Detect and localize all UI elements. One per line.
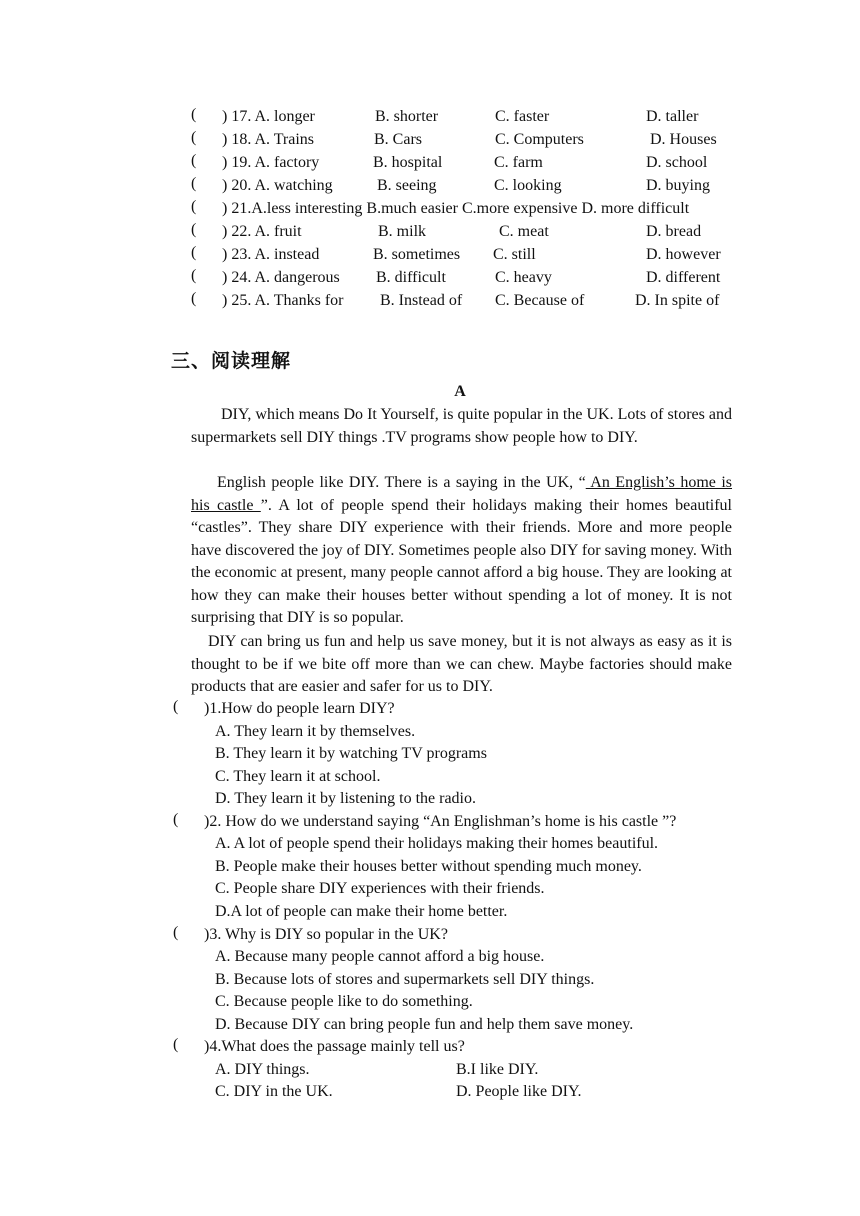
answer-bracket[interactable]: ( xyxy=(173,698,179,715)
cloze-item-21: ) 21.A.less interesting B.much easier C.more expensive D. more difficult xyxy=(222,200,690,217)
question-4-option-d: D. People like DIY. xyxy=(456,1083,582,1100)
cloze-item-25-b: B. Instead of xyxy=(380,292,463,309)
cloze-item-20-d: D. buying xyxy=(646,177,710,194)
cloze-item-19-a: ) 19. A. factory xyxy=(222,154,320,171)
cloze-item-17-d: D. taller xyxy=(646,108,699,125)
cloze-item-20-b: B. seeing xyxy=(377,177,437,194)
cloze-item-23-c: C. still xyxy=(493,246,536,263)
cloze-item-18-b: B. Cars xyxy=(374,131,422,148)
question-3-option-b: B. Because lots of stores and supermarkets sell DIY things. xyxy=(215,971,595,988)
question-2-option-d: D.A lot of people can make their home better. xyxy=(215,903,508,920)
cloze-item-18-d: D. Houses xyxy=(650,131,717,148)
answer-bracket[interactable]: ( xyxy=(173,1036,179,1053)
answer-bracket[interactable]: ( xyxy=(191,129,197,146)
cloze-item-25-c: C. Because of xyxy=(495,292,585,309)
cloze-item-20-c: C. looking xyxy=(494,177,562,194)
cloze-item-17-c: C. faster xyxy=(495,108,550,125)
question-stem-4: )4.What does the passage mainly tell us? xyxy=(204,1038,465,1055)
question-3-option-d: D. Because DIY can bring people fun and help them save money. xyxy=(215,1016,634,1033)
cloze-item-19-b: B. hospital xyxy=(373,154,443,171)
cloze-item-22-a: ) 22. A. fruit xyxy=(222,223,302,240)
question-4-option-c: C. DIY in the UK. xyxy=(215,1083,333,1100)
cloze-item-25-d: D. In spite of xyxy=(635,292,720,309)
answer-bracket[interactable]: ( xyxy=(173,811,179,828)
cloze-item-24-b: B. difficult xyxy=(376,269,446,286)
answer-bracket[interactable]: ( xyxy=(173,924,179,941)
cloze-item-19-d: D. school xyxy=(646,154,708,171)
answer-bracket[interactable]: ( xyxy=(191,290,197,307)
question-stem-1: )1.How do people learn DIY? xyxy=(204,700,395,717)
cloze-item-23-b: B. sometimes xyxy=(373,246,461,263)
question-1-option-d: D. They learn it by listening to the radio. xyxy=(215,790,476,807)
answer-bracket[interactable]: ( xyxy=(191,175,197,192)
section-title: 三、阅读理解 xyxy=(171,350,292,372)
question-2-option-c: C. People share DIY experiences with their friends. xyxy=(215,880,545,897)
question-4-option-b: B.I like DIY. xyxy=(456,1061,539,1078)
answer-bracket[interactable]: ( xyxy=(191,152,197,169)
question-2-option-b: B. People make their houses better without spending much money. xyxy=(215,858,642,875)
answer-bracket[interactable]: ( xyxy=(191,244,197,261)
question-4-option-a: A. DIY things. xyxy=(215,1061,310,1078)
question-stem-2: )2. How do we understand saying “An Englishman’s home is his castle ”? xyxy=(204,813,677,830)
question-1-option-b: B. They learn it by watching TV programs xyxy=(215,745,487,762)
cloze-item-20-a: ) 20. A. watching xyxy=(222,177,333,194)
cloze-item-22-d: D. bread xyxy=(646,223,702,240)
passage-text: ”. A lot of people spend their holidays making their homes beautiful “castles”. They share DIY experience with their friends. More and more people have discovered the joy of DIY. Sometimes people also DIY for saving money. With the economic at present, many people cannot afford a big house. They are looking at how they can make their houses better without spending a lot of money. It is not surprising that DIY is so popular. xyxy=(191,496,733,626)
answer-bracket[interactable]: ( xyxy=(191,267,197,284)
question-2-option-a: A. A lot of people spend their holidays making their homes beautiful. xyxy=(215,835,659,852)
passage-paragraph-2 xyxy=(191,472,732,630)
underlined-saying: An English’s home is his castle xyxy=(191,474,733,514)
question-3-option-c: C. Because people like to do something. xyxy=(215,993,473,1010)
question-stem-3: )3. Why is DIY so popular in the UK? xyxy=(204,926,448,943)
cloze-item-23-d: D. however xyxy=(646,246,721,263)
answer-bracket[interactable]: ( xyxy=(191,221,197,238)
passage-text: English people like DIY. There is a saying in the UK, “ xyxy=(217,474,586,491)
question-3-option-a: A. Because many people cannot afford a big house. xyxy=(215,948,545,965)
cloze-item-25-a: ) 25. A. Thanks for xyxy=(222,292,344,309)
cloze-item-22-b: B. milk xyxy=(378,223,427,240)
passage-paragraph-3: DIY can bring us fun and help us save money, but it is not always as easy as it is thought to be if we bite off more than we can chew. Maybe factories should make products that are easier and safer for us to DIY. xyxy=(191,633,732,695)
cloze-item-23-a: ) 23. A. instead xyxy=(222,246,320,263)
cloze-item-24-c: C. heavy xyxy=(495,269,552,286)
cloze-item-18-c: C. Computers xyxy=(495,131,584,148)
cloze-item-19-c: C. farm xyxy=(494,154,543,171)
answer-bracket[interactable]: ( xyxy=(191,198,197,215)
cloze-item-24-a: ) 24. A. dangerous xyxy=(222,269,340,286)
cloze-item-18-a: ) 18. A. Trains xyxy=(222,131,315,148)
question-1-option-a: A. They learn it by themselves. xyxy=(215,723,416,740)
passage-paragraph-1: DIY, which means Do It Yourself, is quite popular in the UK. Lots of stores and supermarkets sell DIY things .TV programs show people how to DIY. xyxy=(191,406,732,446)
answer-bracket[interactable]: ( xyxy=(191,106,197,123)
question-1-option-c: C. They learn it at school. xyxy=(215,768,381,785)
cloze-item-17-a: ) 17. A. longer xyxy=(222,108,315,125)
cloze-item-22-c: C. meat xyxy=(499,223,549,240)
cloze-item-17-b: B. shorter xyxy=(375,108,439,125)
passage-label: A xyxy=(454,383,466,400)
cloze-item-24-d: D. different xyxy=(646,269,721,286)
